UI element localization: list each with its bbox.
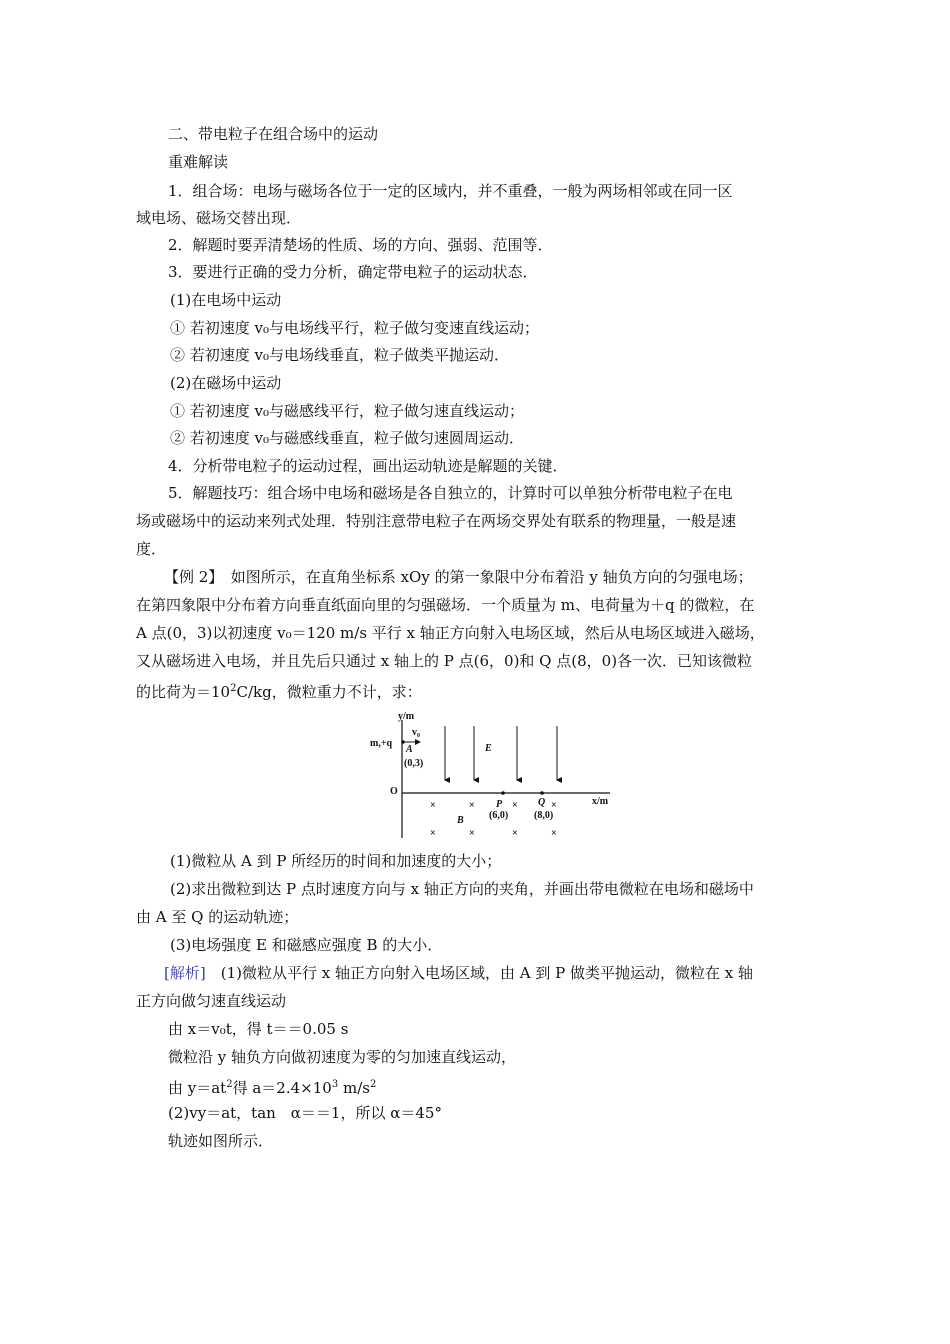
solution-line-2: 由 x＝v₀t，得 t＝＝0.05 s [168,1020,349,1038]
x-axis-label: x/m [592,796,609,807]
mq-label: m,+q [370,738,393,749]
solution-line-1b: 正方向做匀速直线运动 [136,992,287,1010]
point-q-dot [540,791,544,795]
cross-5: × [430,828,436,839]
question-2a: (2)求出微粒到达 P 点时速度方向与 x 轴正方向的夹角，并画出带电微粒在电场和磁场中 [170,880,754,898]
solution-line-4a: 由 y＝at [168,1079,227,1097]
section-title: 二、带电粒子在组合场中的运动 [168,125,379,143]
example-line-5b: C/kg，微粒重力不计，求： [236,683,422,701]
paragraph-3: 3．要进行正确的受力分析，确定带电粒子的运动状态． [168,263,538,281]
point-p-dot [501,791,505,795]
v0-label: v₀ [412,727,420,738]
paragraph-4: 4．分析带电粒子的运动过程，画出运动轨迹是解题的关键． [168,457,568,475]
solution-line-5: (2)vy＝at，tan α＝＝1，所以 α＝45° [168,1104,442,1122]
solution-line-3: 微粒沿 y 轴负方向做初速度为零的匀加速直线运动， [168,1048,517,1066]
subsection-2a: ① 若初速度 v₀与磁感线平行，粒子做匀速直线运动； [170,402,525,420]
field-b-label: B [457,815,464,826]
solution-tag: [解析] [164,964,206,982]
cross-6: × [469,828,475,839]
paragraph-5b: 场或磁场中的运动来列式处理．特别注意带电粒子在两场交界处有联系的物理量，一般是速 [136,512,737,530]
paragraph-1b: 域电场、磁场交替出现． [136,209,302,227]
subsection-2b: ② 若初速度 v₀与磁感线垂直，粒子做匀速圆周运动． [170,429,525,447]
example-line-4: 又从磁场进入电场，并且先后只通过 x 轴上的 P 点(6，0)和 Q 点(8，0)各一次．已知该微粒 [136,652,753,670]
point-p-coord: (6,0) [489,810,509,821]
cross-7: × [512,828,518,839]
point-q-label: Q [538,797,546,808]
question-2b: 由 A 至 Q 的运动轨迹； [136,908,299,926]
cross-8: × [551,828,557,839]
solution-line-4c: m/s [338,1079,370,1097]
solution-line-1 [164,963,753,983]
example-line-5a: 的比荷为＝10 [136,683,231,701]
subsection-1: (1)在电场中运动 [170,291,282,309]
solution-line-4-sup3: 2 [369,1079,377,1090]
paragraph-1a: 1．组合场：电场与磁场各位于一定的区域内，并不重叠，一般为两场相邻或在同一区 [168,182,733,200]
cross-3: × [512,800,518,811]
subsection-1b: ② 若初速度 v₀与电场线垂直，粒子做类平抛运动． [170,346,510,364]
question-1: (1)微粒从 A 到 P 所经历的时间和加速度的大小； [170,852,502,870]
solution-line-4-sup2: 3 [331,1079,339,1090]
origin-label: O [390,786,398,797]
point-a-coord: (0,3) [404,758,424,769]
cross-2: × [469,800,475,811]
cross-4: × [551,800,557,811]
example-line-3: A 点(0，3)以初速度 v₀＝120 m/s 平行 x 轴正方向射入电场区域，然后从电场区域进入磁场， [136,624,765,642]
solution-line-4b: 得 a＝2.4×10 [232,1079,332,1097]
point-a-label: A [406,744,413,755]
solution-line-1-text: (1)微粒从平行 x 轴正方向射入电场区域，由 A 到 P 做类平抛运动，微粒在 x 轴 [205,964,753,982]
example-line-2: 在第四象限中分布着方向垂直纸面向里的匀强磁场．一个质量为 m、电荷量为＋q 的微粒，在 [136,596,755,614]
field-e-label: E [485,743,492,754]
subtitle: 重难解读 [168,153,229,171]
solution-line-4-sup1: 2 [226,1079,233,1090]
paragraph-2: 2．解题时要弄清楚场的性质、场的方向、强弱、范围等． [168,236,553,254]
example-line-5-sup: 2 [230,683,237,694]
field-diagram [368,712,613,840]
point-a-dot [401,740,405,744]
subsection-2: (2)在磁场中运动 [170,374,282,392]
question-3: (3)电场强度 E 和磁感应强度 B 的大小． [170,936,443,954]
cross-1: × [430,800,436,811]
solution-line-4 [168,1075,376,1098]
solution-line-6: 轨迹如图所示． [168,1132,274,1150]
point-p-label: P [496,799,503,810]
example-line-1: 【例 2】 如图所示，在直角坐标系 xOy 的第一象限中分布着沿 y 轴负方向的匀强电场； [164,568,753,586]
example-line-5 [136,679,422,702]
point-q-coord: (8,0) [534,810,554,821]
y-axis-label: y/m [398,712,415,722]
subsection-1a: ① 若初速度 v₀与电场线平行，粒子做匀变速直线运动； [170,319,540,337]
paragraph-5c: 度． [136,540,167,558]
paragraph-5a: 5．解题技巧：组合场中电场和磁场是各自独立的，计算时可以单独分析带电粒子在电 [168,484,733,502]
